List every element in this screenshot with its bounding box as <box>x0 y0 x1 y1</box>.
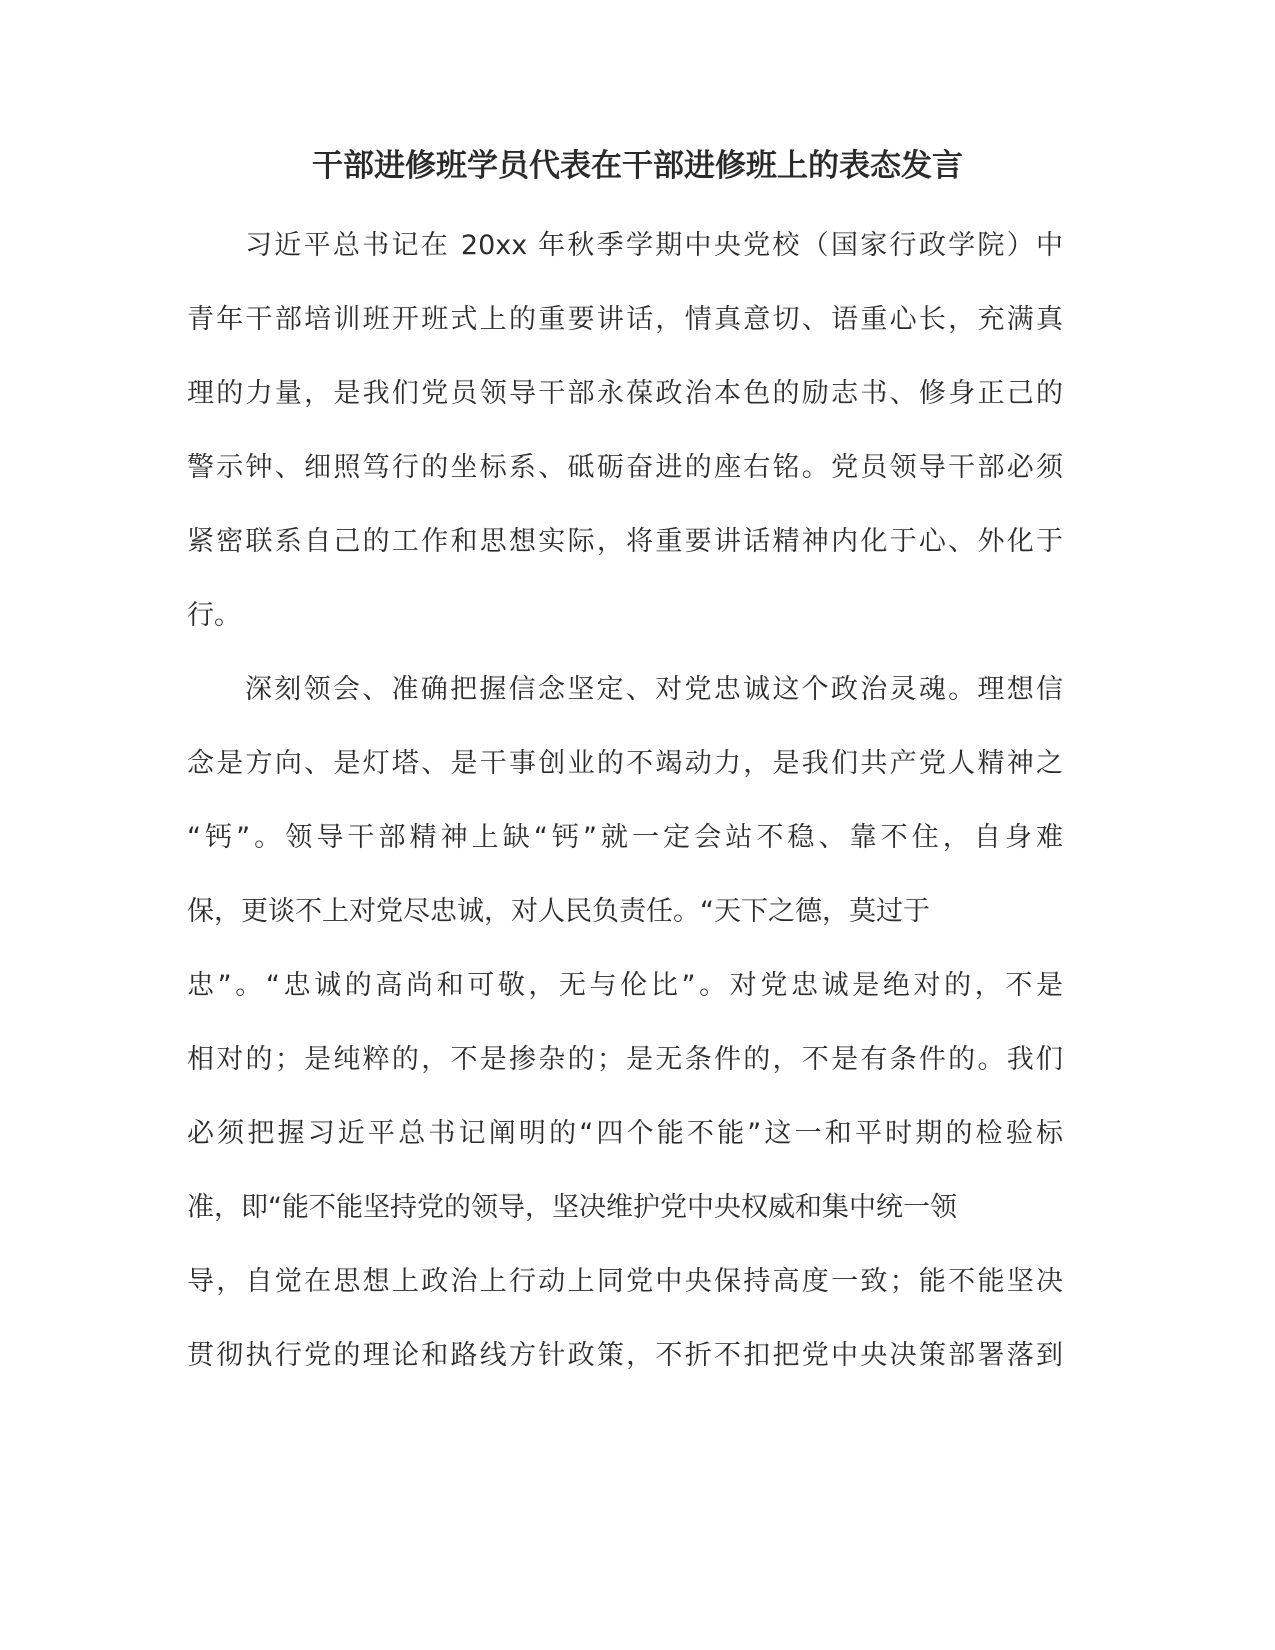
paragraph-2-line-1: 深刻领会、准确把握信念坚定、对党忠诚这个政治灵魂。理想信 <box>245 674 1063 705</box>
paragraph-1-line-5: 紧密联系自己的工作和思想实际，将重要讲话精神内化于心、外化于 <box>187 526 1063 557</box>
paragraph-2-line-7: 必须把握习近平总书记阐明的“四个能不能”这一和平时期的检验标 <box>187 1118 1063 1149</box>
paragraph-2-line-10: 贯彻执行党的理论和路线方针政策，不折不扣把党中央决策部署落到 <box>187 1340 1063 1371</box>
paragraph-2-line-6: 相对的；是纯粹的，不是掺杂的；是无条件的，不是有条件的。我们 <box>187 1044 1063 1075</box>
paragraph-2-line-5: 忠”。“忠诚的高尚和可敬，无与伦比”。对党忠诚是绝对的，不是 <box>187 970 1063 1001</box>
paragraph-1-line-3: 理的力量，是我们党员领导干部永葆政治本色的励志书、修身正己的 <box>187 378 1063 409</box>
document-title: 干部进修班学员代表在干部进修班上的表态发言 <box>312 148 963 184</box>
paragraph-1-line-4: 警示钟、细照笃行的坐标系、砥砺奋进的座右铭。党员领导干部必须 <box>187 452 1063 483</box>
paragraph-1-line-6: 行。 <box>187 600 241 631</box>
paragraph-2-line-2: 念是方向、是灯塔、是干事创业的不竭动力，是我们共产党人精神之 <box>187 748 1063 779</box>
paragraph-2-line-8: 准，即“能不能坚持党的领导，坚决维护党中央权威和集中统一领 <box>187 1192 957 1223</box>
paragraph-2-line-9: 导，自觉在思想上政治上行动上同党中央保持高度一致；能不能坚决 <box>187 1266 1063 1297</box>
paragraph-2-line-3: “钙”。领导干部精神上缺“钙”就一定会站不稳、靠不住，自身难 <box>187 822 1063 853</box>
paragraph-1-line-1: 习近平总书记在 20xx 年秋季学期中央党校（国家行政学院）中 <box>245 230 1063 261</box>
paragraph-2-line-4: 保，更谈不上对党尽忠诚，对人民负责任。“天下之德，莫过于 <box>187 896 930 927</box>
paragraph-1-line-2: 青年干部培训班开班式上的重要讲话，情真意切、语重心长，充满真 <box>187 304 1063 335</box>
